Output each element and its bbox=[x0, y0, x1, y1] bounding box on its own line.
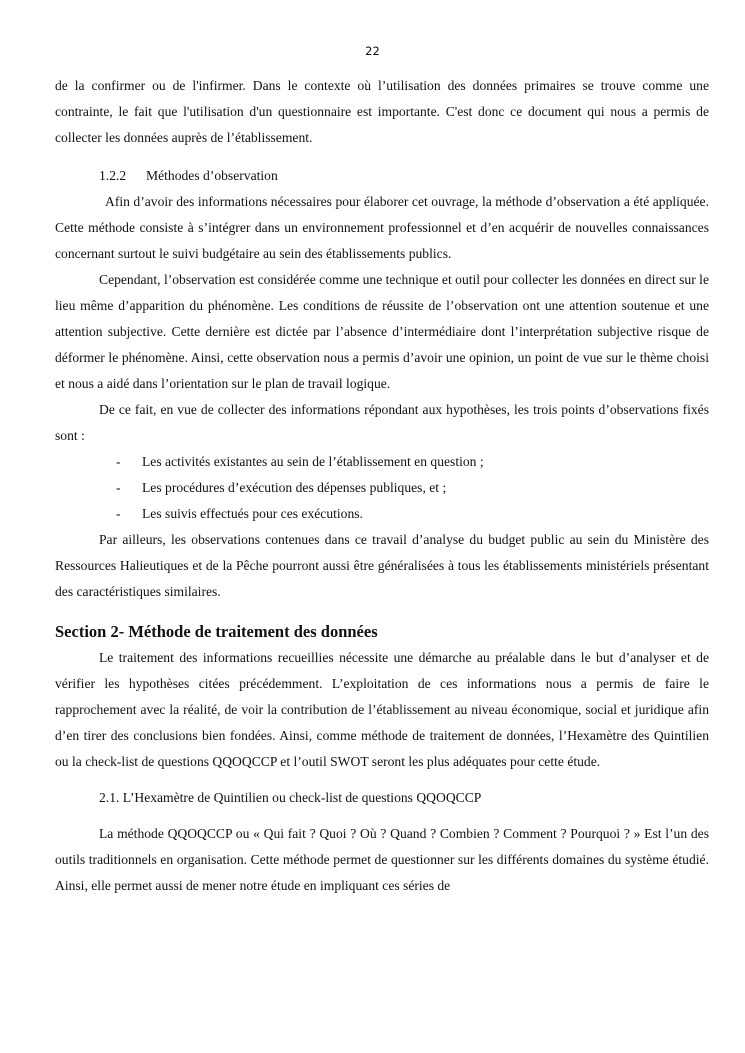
page-number: 22 bbox=[365, 44, 380, 58]
section-2-paragraph-2: La méthode QQOQCCP ou « Qui fait ? Quoi ? Où ? Quand ? Combien ? Comment ? Pourquoi ? » Est l’un des outils traditionnels en organisation. Cette méthode permet de questionner sur les différents domaines du système étudié. Ainsi, elle permet aussi de mener notre étude en impliquant ces séries de bbox=[55, 826, 709, 893]
observation-paragraph-1: Afin d’avoir des informations nécessaires pour élaborer cet ouvrage, la méthode d’observation a été appliquée. Cette méthode consiste à s’intégrer dans un environnement professionnel et d’en acquérir de nouvelles connaissances concernant surtout le suivi budgétaire au sein des établissements publics. bbox=[55, 194, 709, 261]
observation-heading-number: 1.2.2 bbox=[99, 168, 127, 183]
bullet-marker: - bbox=[116, 480, 121, 495]
section-2-title: Section 2- Méthode de traitement des données bbox=[55, 622, 378, 641]
observation-points-list bbox=[55, 449, 709, 527]
list-item bbox=[55, 501, 709, 527]
observation-paragraph-4: Par ailleurs, les observations contenues dans ce travail d’analyse du budget public au sein du Ministère des Ressources Halieutiques et de la Pêche pourront aussi être généralisées à tous les établissements ministériels présentant des caractéristiques similaires. bbox=[55, 532, 709, 599]
observation-heading bbox=[55, 163, 709, 189]
section-2-paragraph-1: Le traitement des informations recueillies nécessite une démarche au préalable dans le but d’analyser et de vérifier les hypothèses citées précédemment. L’exploitation de ces informations nous a permis de faire le rapprochement avec la réalité, de voir la contribution de l’établissement au niveau économique, social et juridique afin d’en tirer des conclusions bien fondées. Ainsi, comme méthode de traitement de données, l’Hexamètre des Quintilien ou la check-list de questions QQOQCCP et l’outil SWOT seront les plus adéquates pour cette étude. bbox=[55, 650, 709, 769]
observation-paragraph-2: Cependant, l’observation est considérée comme une technique et outil pour collecter les données en direct sur le lieu même d’apparition du phénomène. Les conditions de réussite de l’observation ont une attention soutenue et une attention subjective. Cette dernière est dictée par l’absence d’intermédiaire dont l’interprétation subjective risque de déformer le phénomène. Ainsi, cette observation nous a permis d’avoir une opinion, un point de vue sur le thème choisi et nous a aidé dans l’orientation sur le plan de travail logique. bbox=[55, 272, 709, 391]
document-body bbox=[55, 73, 709, 899]
section-2-subheading: 2.1. L’Hexamètre de Quintilien ou check-list de questions QQOQCCP bbox=[99, 790, 482, 805]
list-item-text: Les suivis effectués pour ces exécutions. bbox=[142, 506, 363, 521]
list-item-text: Les procédures d’exécution des dépenses publiques, et ; bbox=[142, 480, 447, 495]
intro-paragraph: de la confirmer ou de l'infirmer. Dans le contexte où l’utilisation des données primaires se trouve comme une contrainte, le fait que l'utilisation d'un questionnaire est importante. C'est donc ce document qui nous a permis de collecter les données auprès de l’établissement. bbox=[55, 78, 709, 145]
observation-paragraph-3: De ce fait, en vue de collecter des informations répondant aux hypothèses, les trois points d’observations fixés sont : bbox=[55, 402, 709, 443]
list-item bbox=[55, 449, 709, 475]
list-item-text: Les activités existantes au sein de l’établissement en question ; bbox=[142, 454, 484, 469]
list-item bbox=[55, 475, 709, 501]
bullet-marker: - bbox=[116, 506, 121, 521]
bullet-marker: - bbox=[116, 454, 121, 469]
observation-heading-title: Méthodes d’observation bbox=[146, 168, 278, 183]
